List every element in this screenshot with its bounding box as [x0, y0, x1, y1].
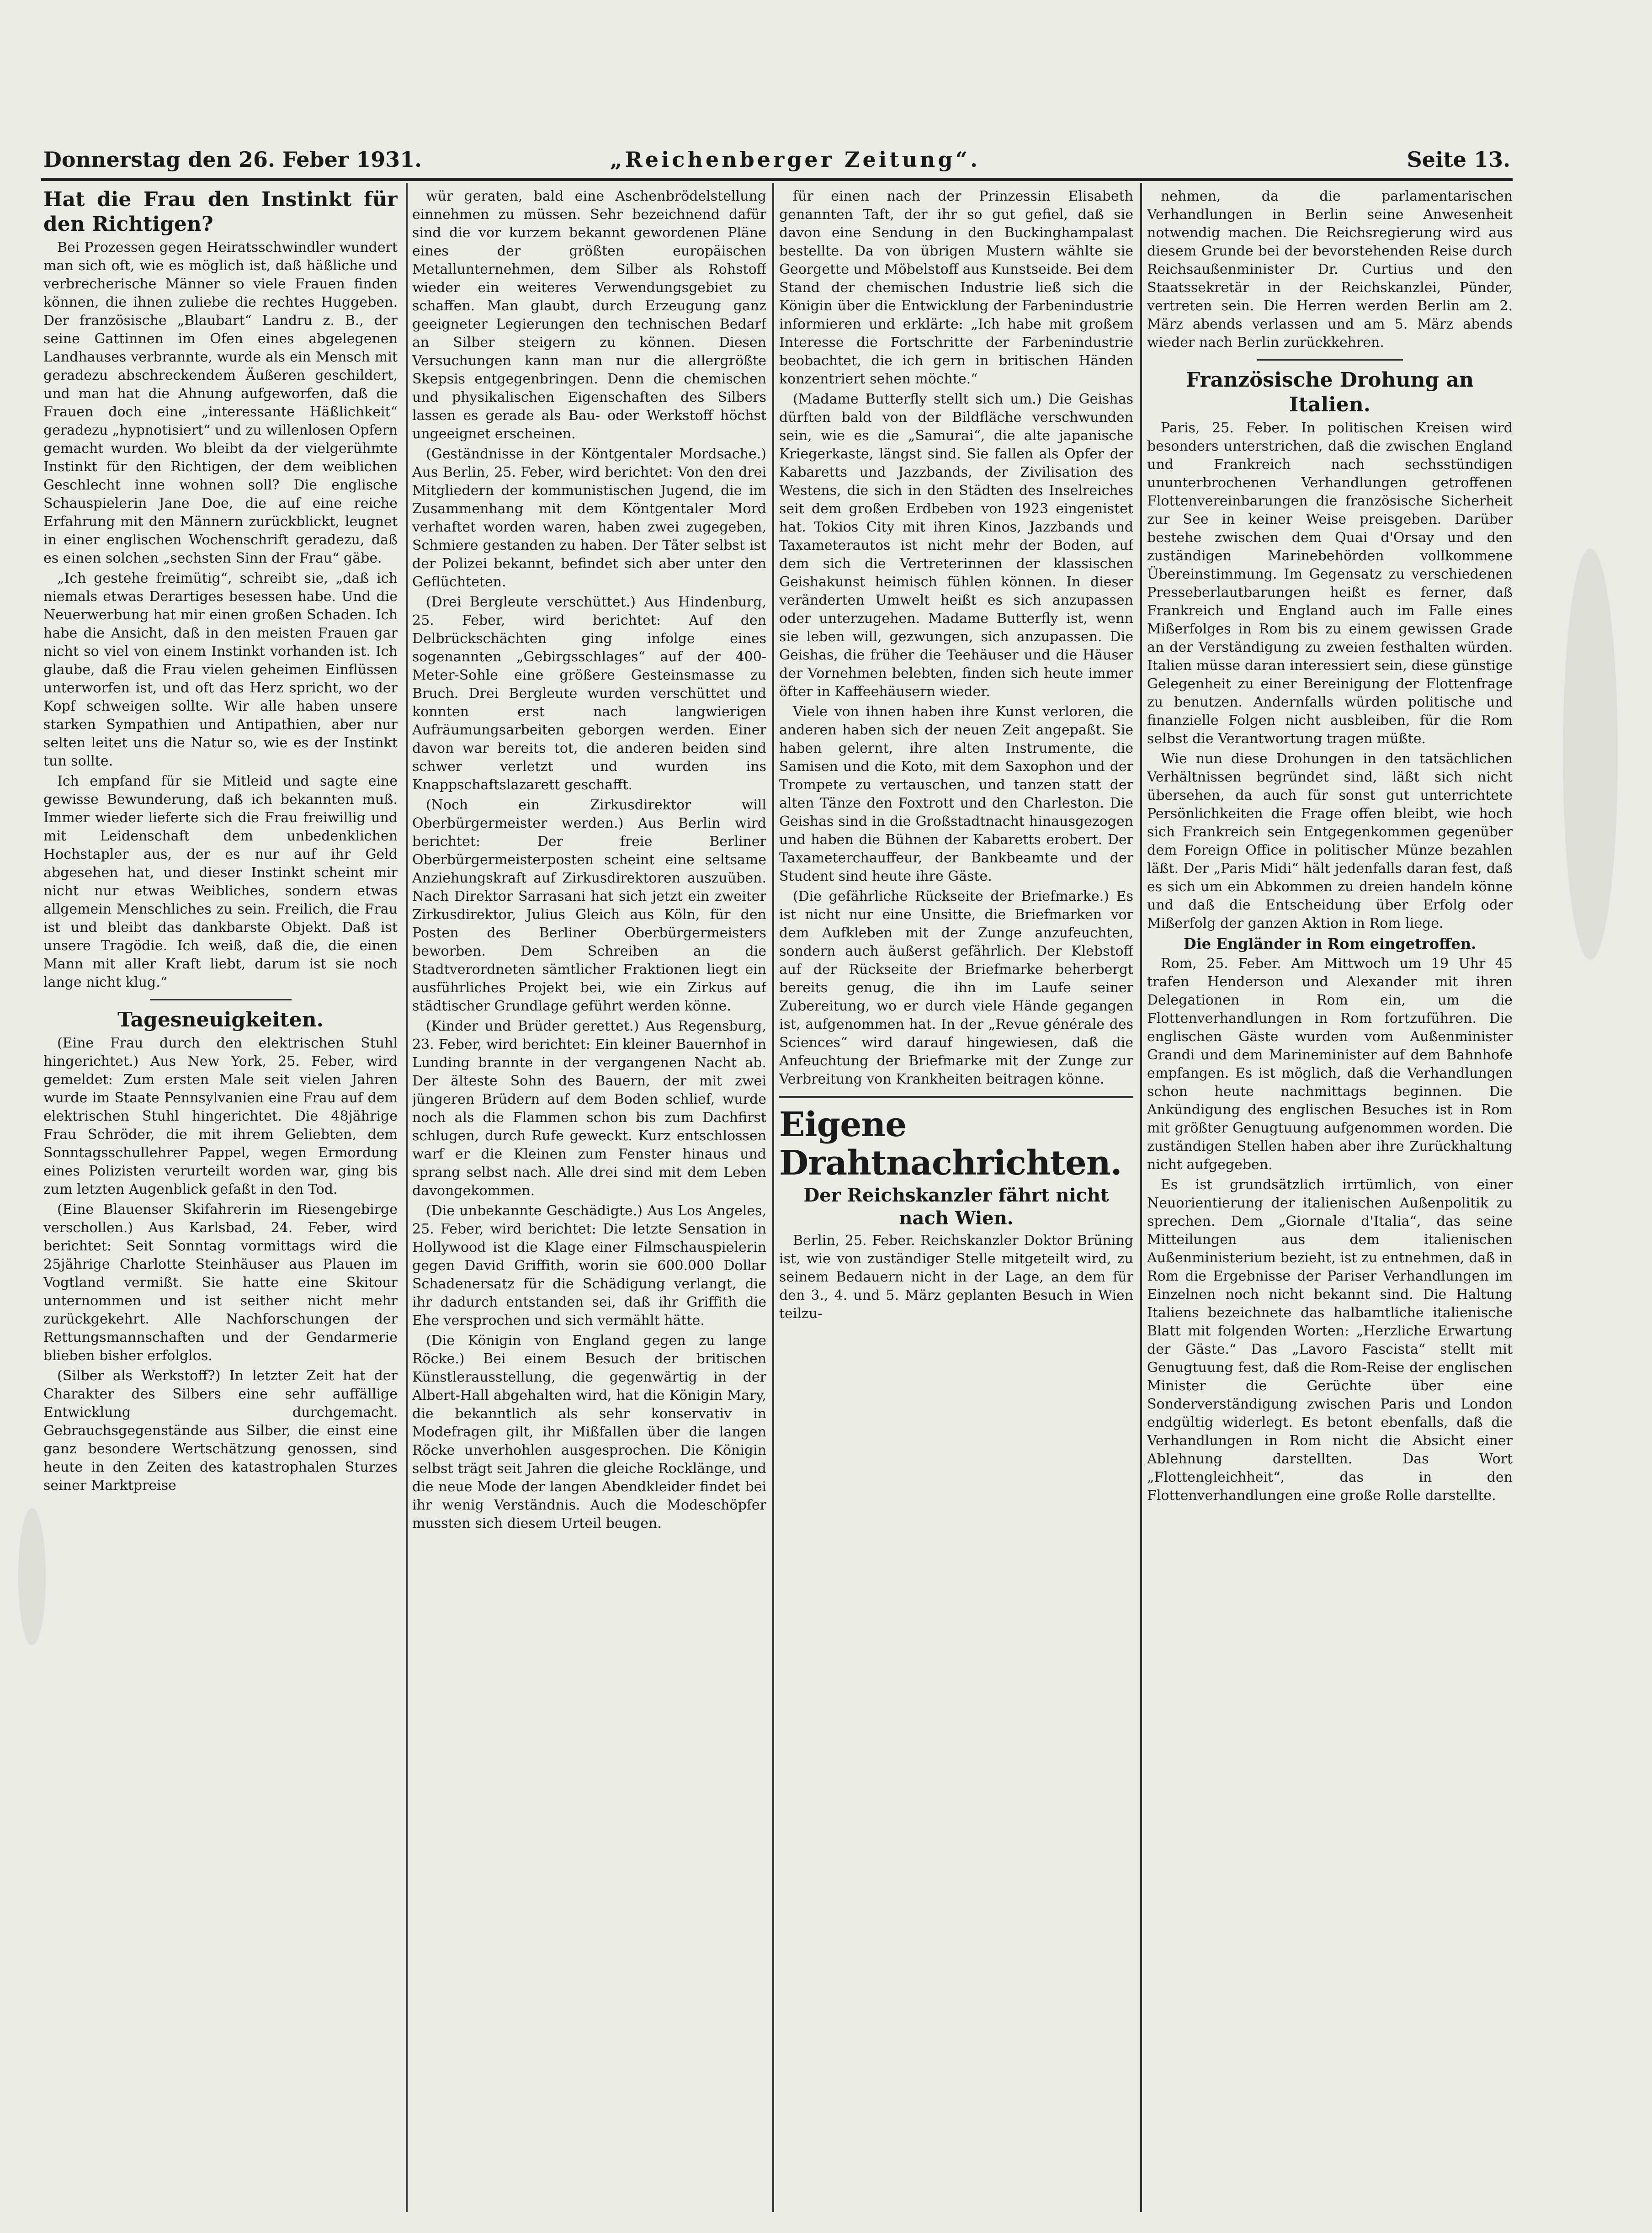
article-paragraph: (Drei Bergleute verschüttet.) Aus Hindenburg, 25. Feber, wird berichtet: Auf den Delbrückschächten ging infolge eines sogenannten „Gebirgsschlages“ auf der 400-Meter-Sohle eine größere Gesteinsmasse zu Bruch. Drei Bergleute wurden verschüttet und konnten erst nach langwierigen Aufräumungsarbeiten geborgen werden. Einer davon war bereits tot, die anderen beiden sind schwer verletzt und wurden ins Knappschaftslazarett geschafft.	[412, 594, 766, 793]
article-paragraph: Viele von ihnen haben ihre Kunst verloren, die anderen haben sich der neuen Zeit angepaßt. Sie haben gelernt, ihre alten Instrumente, die Samisen und die Koto, mit dem Saxophon und der Trompete zu vertauschen, und tanzen statt der alten Tänze den Foxtrott und den Charleston. Die Geishas sind in die Großstadtnacht hinausgezogen und haben die Bühnen der Kabaretts erobert. Der Taxameterchauffeur, der Bankbeamte und der Student sind heute ihre Gäste.	[779, 704, 1133, 884]
article-headline: Französische Drohung an Italien.	[1185, 368, 1474, 416]
article-paragraph: (Noch ein Zirkusdirektor will Oberbürgermeister werden.) Aus Berlin wird berichtet: Der freie Berliner Oberbürgermeisterposten scheint eine seltsame Anziehungskraft auf Zirkusdirektoren auszuüben. Nach Direktor Sarrasani hat sich jetzt ein zweiter Zirkusdirektor, Julius Gleich aus Köln, für den Posten des Berliner Oberbürgermeisters beworben. Dem Schreiben an die Stadtverordneten sämtlicher Fraktionen liegt ein ausführliches Projekt bei, wie ein Zirkus auf städtischer Grundlage geführt werden könne.	[412, 797, 766, 1014]
article-paragraph: Rom, 25. Feber. Am Mittwoch um 19 Uhr 45 trafen Henderson und Alexander mit ihren Delegationen in Rom ein, um die Flottenverhandlungen in Rom fortzuführen. Die englischen Gäste wurden vom Außenminister Grandi und dem Marineminister auf dem Bahnhofe empfangen. Es ist möglich, daß die Verhandlungen schon heute nachmittags beginnen. Die Ankündigung des englischen Besuches ist in Rom mit größter Genugtuung aufgenommen worden. Die zuständigen Stellen haben aber ihre Zurückhaltung nicht aufgegeben.	[1147, 956, 1513, 1173]
article-paragraph: (Silber als Werkstoff?) In letzter Zeit hat der Charakter des Silbers eine sehr auffällige Entwicklung durchgemacht. Gebrauchsgegenstände aus Silber, die einst eine ganz besondere Wertschätzung genossen, sind heute in den Zeiten des katastrophalen Sturzes seiner Marktpreise	[43, 1368, 398, 1494]
paper-stain	[1563, 548, 1618, 960]
section-divider	[1257, 359, 1403, 361]
column-rule	[772, 183, 774, 2212]
article-paragraph: (Die gefährliche Rückseite der Briefmarke.) Es ist nicht nur eine Unsitte, die Briefmarken vor dem Aufkleben mit der Zunge anzufeuchten, sondern auch äußerst gefährlich. Der Klebstoff auf der Rückseite der Briefmarke beherbergt bereits genug, die ihn im Laufe seiner Zubereitung, wo er durch viele Hände gegangen ist, aufgenommen hat. In der „Revue générale des Sciences“ wird darauf hingewiesen, daß die Anfeuchtung der Briefmarke mit der Zunge zur Verbreitung von Krankheiten beitragen könne.	[779, 888, 1133, 1087]
article-paragraph: wür geraten, bald eine Aschenbrödelstellung einnehmen zu müssen. Sehr bezeichnend dafür sind die vor kurzem bekannt gewordenen Pläne eines der größten europäischen Metallunternehmen, dem Silber als Rohstoff wieder ein weiteres Verwendungsgebiet zu schaffen. Man glaubt, durch Erzeugung ganz geeigneter Legierungen den technischen Bedarf an Silber steigern zu können. Diesen Versuchungen kann man nur die allergrößte Skepsis entgegenbringen. Denn die chemischen und physikalischen Eigenschaften des Silbers lassen es gerade als Bau- oder Werkstoff höchst ungeeignet erscheinen.	[412, 188, 766, 442]
article-paragraph: (Eine Blauenser Skifahrerin im Riesengebirge verschollen.) Aus Karlsbad, 24. Feber, wird berichtet: Seit Sonntag vormittags wird die 25jährige Charlotte Steinhäuser aus Plauen im Vogtland vermißt. Sie hatte eine Skitour unternommen und ist seither nicht mehr zurückgekehrt. Alle Nachforschungen der Rettungsmannschaften und der Gendarmerie blieben bisher erfolglos.	[43, 1202, 398, 1364]
page-header	[43, 147, 1510, 179]
header-rule	[41, 178, 1513, 181]
section-headline: Tagesneuigkeiten.	[117, 1008, 324, 1031]
issue-date: Donnerstag den 26. Feber 1931.	[43, 147, 422, 172]
article-paragraph: für einen nach der Prinzessin Elisabeth genannten Taft, der ihr so gut gefiel, daß sie davon eine Sendung in den Buckinghampalast bestellte. Da von übrigen Mustern wählte sie Georgette und Möbelstoff aus Kunstseide. Bei dem Stand der chemischen Industrie ließ sich die Königin über die Entwicklung der Farbenindustrie informieren und erklärte: „Ich habe mit großem Interesse die Fortschritte der Farbenindustrie beobachtet, die ich gern in britischen Händen konzentriert sehen möchte.“	[779, 188, 1133, 387]
section-divider	[150, 999, 292, 1000]
masthead: „Reichenberger Zeitung“.	[610, 147, 981, 172]
column-2	[412, 187, 766, 2212]
news-headline: Der Reichskanzler fährt nicht nach Wien.	[803, 1185, 1109, 1229]
article-paragraph: (Die unbekannte Geschädigte.) Aus Los Angeles, 25. Feber, wird berichtet: Die letzte Sensation in Hollywood ist die Klage einer Filmschauspielerin gegen David Griffith, worin sie 600.000 Dollar Schadenersatz für die Schädigung verlangt, die ihr dadurch entstanden sei, daß ihr Griffith die Ehe versprochen und sich vermählt hätte.	[412, 1203, 766, 1329]
article-paragraph: Ich empfand für sie Mitleid und sagte eine gewisse Bewunderung, daß ich bekannten muß. Immer wieder lieferte sich die Frau freiwillig und mit Leidenschaft dem unbedenklichen Hochstapler aus, der es nur auf ihr Geld abgesehen hat, und dieser Instinkt scheint mir nicht nur etwas Weibliches, sondern etwas allgemein Menschliches zu sein. Freilich, die Frau ist und bleibt das dankbarste Objekt. Daß ist unsere Tragödie. Ich weiß, daß die, die einen Mann mit aller Kraft liebt, darum ist sie noch lange nicht klug.“	[43, 773, 398, 990]
article-paragraph: Bei Prozessen gegen Heiratsschwindler wundert man sich oft, wie es möglich ist, daß häßliche und verbrecherische Männer so viele Frauen finden können, die ihnen zuliebe die rechtes Huggeben. Der französische „Blaubart“ Landru z. B., der seine Gattinnen im Ofen eines abgelegenen Landhauses verbrannte, wurde als ein Mensch mit geradezu abschreckendem Äußeren geschildert, und man hat die Ahnung aufgeworfen, daß die Frauen doch eine „interessante Häßlichkeit“ geradezu „hypnotisiert“ und zu willenlosen Opfern gemacht wurden. Wo bleibt da der vielgerühmte Instinkt für den Richtigen, der dem weiblichen Geschlecht inne wohnen soll? Die englische Schauspielerin Jane Doe, die auf eine reiche Erfahrung mit den Männern zurückblickt, leugnet in einer englischen Wochenschrift geradezu, daß es einen solchen „sechsten Sinn der Frau“ gäbe.	[43, 239, 398, 566]
article-paragraph: Paris, 25. Feber. In politischen Kreisen wird besonders unterstrichen, daß die zwischen England und Frankreich nach sechsstündigen ununterbrochenen Verhandlungen getroffenen Flottenvereinbarungen die französische Sicherheit zur See in keiner Weise preisgeben. Darüber bestehe zwischen dem Quai d'Orsay und den zuständigen Marinebehörden vollkommene Übereinstimmung. Im Gegensatz zu verschiedenen Presseberlautbarungen heißt es ferner, daß Frankreich und England auch im Falle eines Mißerfolges in Rom bis zu einem gewissen Grade an der Verständigung zu zweien festhalten würden. Italien müsse daran interessiert sein, diese günstige Gelegenheit zu einer Bereinigung der Flottenfrage zu benutzen. Andernfalls würden politische und finanzielle Folgen nicht ausbleiben, für die Rom selbst die Verantwortung tragen müßte.	[1147, 420, 1513, 747]
article-paragraph: (Geständnisse in der Köntgentaler Mordsache.) Aus Berlin, 25. Feber, wird berichtet: Von den drei Mitgliedern der kommunistischen Jugend, die im Zusammenhang mit dem Köntgentaler Mord verhaftet worden waren, haben zwei zugegeben, Schmiere gestanden zu haben. Der Täter selbst ist der Polizei bekannt, befindet sich aber unter den Geflüchteten.	[412, 446, 766, 590]
column-rule	[406, 183, 408, 2212]
article-paragraph: (Die Königin von England gegen zu lange Röcke.) Bei einem Besuch der britischen Künstlerausstellung, die gegenwärtig in der Albert-Hall abgehalten wird, hat die Königin Mary, die bekanntlich als sehr konservativ in Modefragen gilt, ihr Mißfallen über die langen Röcke unverhohlen ausgesprochen. Die Königin selbst trägt seit Jahren die gleiche Rocklänge, und die neue Mode der langen Abendkleider findet bei ihr wenig Verständnis. Auch die Modeschöpfer mussten sich diesem Urteil beugen.	[412, 1333, 766, 1531]
column-4	[1147, 187, 1513, 2212]
paper-stain	[18, 1508, 46, 1645]
column-1	[43, 187, 398, 2212]
article-paragraph: (Kinder und Brüder gerettet.) Aus Regensburg, 23. Feber, wird berichtet: Ein kleiner Bauernhof in Lunding brannte in der vergangenen Nacht ab. Der älteste Sohn des Bauern, der mit zwei jüngeren Brüdern auf dem Boden schlief, wurde noch als die Flammen schon bis zum Dachfirst schlugen, durch Rufe geweckt. Kurz entschlossen warf er die Kleinen zum Fenster hinaus und sprang selbst nach. Alle drei sind mit dem Leben davongekommen.	[412, 1018, 766, 1199]
news-subheadline: Die Engländer in Rom eingetroffen.	[1183, 935, 1477, 952]
article-paragraph: Wie nun diese Drohungen in den tatsächlichen Verhältnissen begründet sind, läßt sich nicht übersehen, da auch für sonst gut unterrichtete Persönlichkeiten die Frage offen bleibt, wie hoch sich Frankreich sein Entgegenkommen gegenüber dem Foreign Office in politischer Münze bezahlen läßt. Der „Paris Midi“ hält jedenfalls daran fest, daß es sich um ein Abkommen zu dreien handeln könne und daß die Entscheidung über Erfolg oder Mißerfolg der ganzen Aktion in Rom liege.	[1147, 751, 1513, 931]
article-headline: Hat die Frau den Instinkt für den Richtigen?	[43, 188, 398, 236]
column-rule	[1140, 183, 1142, 2212]
article-paragraph: (Madame Butterfly stellt sich um.) Die Geishas dürften bald von der Bildfläche verschwunden sein, wie es die „Samurai“, die alte japanische Kriegerkaste, längst sind. Sie fallen als Opfer der Kabaretts und Jazzbands, der Zivilisation des Westens, die sich in den Städten des Inselreiches seit dem großen Erdbeben von 1923 eingenistet hat. Tokios City mit ihren Kinos, Jazzbands und Taxameterautos ist nicht mehr der Boden, auf dem sich die Vertreterinnen der klassischen Geishakunst heimisch fühlen können. In dieser veränderten Umwelt heißt es sich anzupassen oder unterzugehen. Madame Butterfly ist, wenn sie leben will, gezwungen, sich anzupassen. Die Geishas, die früher die Teehäuser und die Häuser der Vornehmen belebten, finden sich heute immer öfter in Kaffeehäusern wieder.	[779, 391, 1133, 700]
section-banner: Eigene Drahtnachrichten.	[779, 1105, 1122, 1183]
page-number: Seite 13.	[1407, 147, 1510, 172]
section-divider	[779, 1096, 1133, 1098]
article-paragraph: „Ich gestehe freimütig“, schreibt sie, „daß ich niemals etwas Derartiges besessen habe. Und die Neuerwerbung hat mir einen großen Schaden. Ich habe die Ansicht, daß in den meisten Frauen gar nicht so viel von einem Instinkt vorhanden ist. Ich glaube, daß die Frau vielen geheimen Einflüssen unterworfen ist, und oft das Herz spricht, wo der Kopf schweigen sollte. Wir alle haben unsere starken Sympathien und Antipathien, aber nur selten leitet uns die Natur so, wie es der Instinkt tun sollte.	[43, 570, 398, 769]
column-3	[779, 187, 1133, 2212]
article-paragraph: (Eine Frau durch den elektrischen Stuhl hingerichtet.) Aus New York, 25. Feber, wird gemeldet: Zum ersten Male seit vielen Jahren wurde im Staate Pennsylvanien eine Frau auf dem elektrischen Stuhl hingerichtet. Die 48jährige Frau Schröder, die mit ihrem Geliebten, dem Sonntagsschullehrer Pappel, wegen Ermordung eines Polizisten verurteilt worden war, ging bis zum letzten Augenblick gefaßt in den Tod.	[43, 1035, 398, 1197]
article-paragraph: nehmen, da die parlamentarischen Verhandlungen in Berlin seine Anwesenheit notwendig machen. Die Reichsregierung wird aus diesem Grunde bei der bevorstehenden Reise durch Reichsaußenminister Dr. Curtius und den Staatssekretär in der Reichskanzlei, Pünder, vertreten sein. Die Herren werden Berlin am 2. März abends verlassen und am 5. März abends wieder nach Berlin zurückkehren.	[1147, 188, 1513, 351]
article-paragraph: Es ist grundsätzlich irrtümlich, von einer Neuorientierung der italienischen Außenpolitik zu sprechen. Dem „Giornale d'Italia“, das seine Mitteilungen aus dem italienischen Außenministerium bezieht, ist zu entnehmen, daß in Rom die Ergebnisse der Pariser Verhandlungen im Einzelnen noch nicht bekannt sind. Die Haltung Italiens bezeichnete das halbamtliche italienische Blatt mit folgenden Worten: „Herzliche Erwartung der Gäste.“ Das „Lavoro Fascista“ stellt mit Genugtuung fest, daß die Rom-Reise der englischen Minister die Gerüchte über eine Sonderverständigung zwischen Paris und London endgültig widerlegt. Es betont ebenfalls, daß die Verhandlungen in Rom nicht die Absicht einer Ablehnung darstellten. Das Wort „Flottengleichheit“, das in den Flottenverhandlungen eine große Rolle darstellte.	[1147, 1177, 1513, 1504]
article-paragraph: Berlin, 25. Feber. Reichskanzler Doktor Brüning ist, wie von zuständiger Stelle mitgeteilt wird, zu seinem Bedauern nicht in der Lage, an dem für den 3., 4. und 5. März geplanten Besuch in Wien teilzu-	[779, 1233, 1133, 1322]
